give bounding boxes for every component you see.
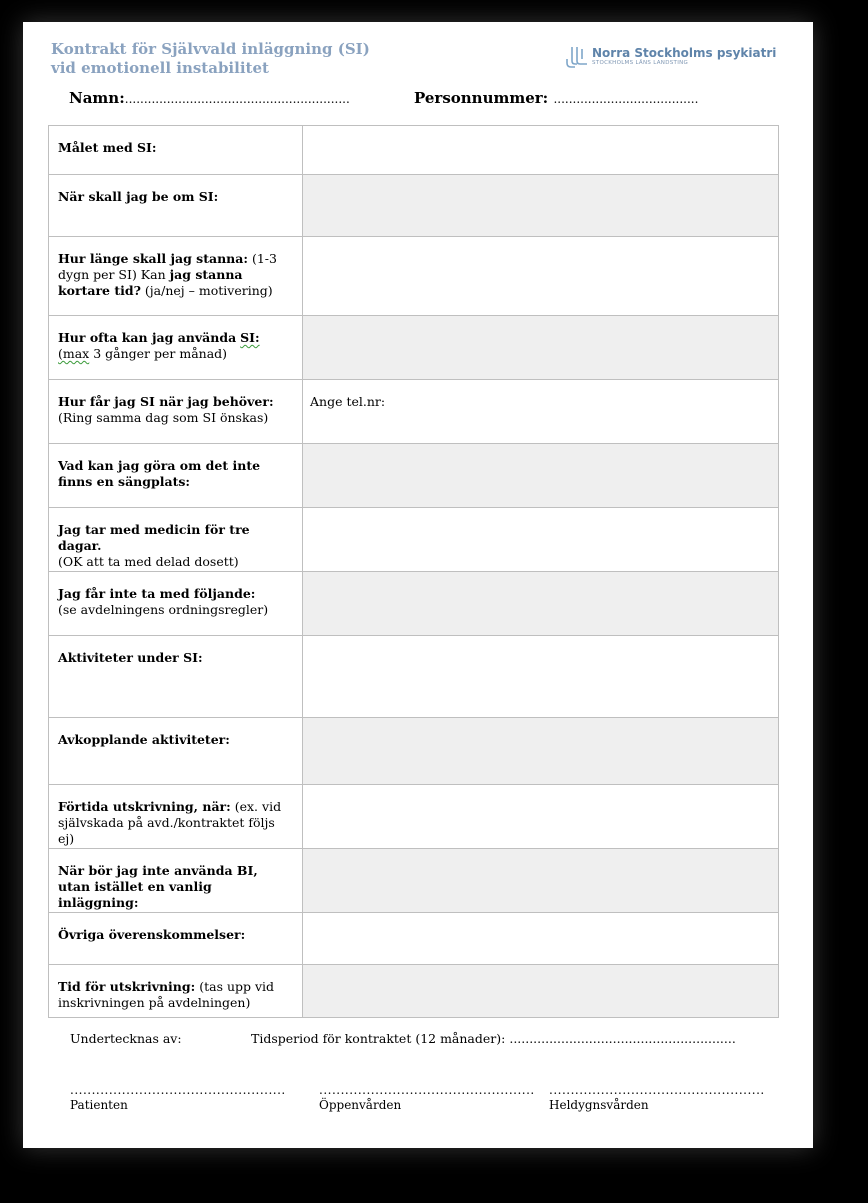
logo-name: Norra Stockholms psykiatri	[592, 46, 777, 60]
row-label: Tid för utskrivning: (tas upp vid inskrivningen på avdelningen)	[49, 965, 303, 1018]
row-label: Jag får inte ta med följande: (se avdelningens ordningsregler)	[49, 572, 303, 636]
name-field[interactable]	[69, 89, 350, 107]
goal-input-cell[interactable]	[303, 126, 779, 175]
form-row-goal	[49, 126, 779, 175]
title-line-1: Kontrakt för Självvald inläggning (SI)	[51, 40, 370, 58]
early-discharge-input-cell[interactable]	[303, 785, 779, 849]
when-ask-input-cell[interactable]	[303, 175, 779, 237]
personal-number-dots: ......................................	[553, 92, 699, 106]
row-label: Övriga överenskommelser:	[49, 913, 303, 965]
row-label: När skall jag be om SI:	[49, 175, 303, 237]
row-label: Målet med SI:	[49, 126, 303, 175]
name-dots: ...........................................................	[124, 92, 350, 106]
personal-number-label: Personnummer:	[414, 89, 549, 107]
medicine-input-cell[interactable]	[303, 508, 779, 572]
signature-outpatient[interactable]	[319, 1083, 535, 1112]
row-label: Jag tar med medicin för tre dagar. (OK att ta med delad dosett)	[49, 508, 303, 572]
phone-input-cell[interactable]	[303, 380, 779, 444]
discharge-time-input-cell[interactable]	[303, 965, 779, 1018]
signature-label: Öppenvården	[319, 1098, 402, 1112]
period-label: Tidsperiod för kontraktet (12 månader):	[251, 1031, 506, 1046]
no-bed-input-cell[interactable]	[303, 444, 779, 508]
signature-inpatient[interactable]	[549, 1083, 765, 1112]
title-line-2: vid emotionell instabilitet	[51, 59, 269, 77]
form-row-no-bed	[49, 444, 779, 508]
form-row-duration	[49, 237, 779, 316]
signature-label: Heldygnsvården	[549, 1098, 649, 1112]
form-row-other-agreements	[49, 913, 779, 965]
signature-label: Patienten	[70, 1098, 128, 1112]
form-row-not-use	[49, 849, 779, 913]
form-row-relaxing	[49, 718, 779, 785]
form-row-how-get	[49, 380, 779, 444]
row-label: Avkopplande aktiviteter:	[49, 718, 303, 785]
row-label: Hur länge skall jag stanna: (1-3 dygn per SI) Kan jag stanna kortare tid? (ja/nej – motivering)	[49, 237, 303, 316]
row-label: Förtida utskrivning, när: (ex. vid självskada på avd./kontraktet följs ej)	[49, 785, 303, 849]
not-allowed-input-cell[interactable]	[303, 572, 779, 636]
form-row-not-allowed	[49, 572, 779, 636]
period-field[interactable]	[251, 1031, 736, 1046]
contract-form-table	[48, 125, 779, 1018]
other-agreements-input-cell[interactable]	[303, 913, 779, 965]
form-row-activities	[49, 636, 779, 718]
row-label: Hur ofta kan jag använda SI: (max 3 gånger per månad)	[49, 316, 303, 380]
document-title	[51, 40, 370, 78]
row-label: När bör jag inte använda BI, utan istället en vanlig inläggning:	[49, 849, 303, 913]
row-label: Hur får jag SI när jag behöver: (Ring samma dag som SI önskas)	[49, 380, 303, 444]
signature-line: ..................................................	[70, 1083, 286, 1097]
organization-logo	[566, 46, 776, 68]
document-page	[23, 22, 813, 1148]
form-row-early-discharge	[49, 785, 779, 849]
form-row-medicine	[49, 508, 779, 572]
logo-mark-icon	[566, 46, 588, 68]
relaxing-input-cell[interactable]	[303, 718, 779, 785]
logo-subtitle: STOCKHOLMS LÄNS LANDSTING	[592, 60, 689, 66]
period-dots: .........................................................	[509, 1031, 736, 1046]
phone-prompt: Ange tel.nr:	[310, 394, 386, 409]
signature-patient[interactable]	[70, 1083, 286, 1112]
form-row-discharge-time	[49, 965, 779, 1018]
activities-input-cell[interactable]	[303, 636, 779, 718]
signature-line: ..................................................	[549, 1083, 765, 1097]
signed-by-label: Undertecknas av:	[70, 1031, 182, 1046]
frequency-input-cell[interactable]	[303, 316, 779, 380]
row-label: Vad kan jag göra om det inte finns en sängplats:	[49, 444, 303, 508]
form-row-frequency	[49, 316, 779, 380]
duration-input-cell[interactable]	[303, 237, 779, 316]
signature-line: ..................................................	[319, 1083, 535, 1097]
form-row-when-ask	[49, 175, 779, 237]
row-label: Aktiviteter under SI:	[49, 636, 303, 718]
not-use-input-cell[interactable]	[303, 849, 779, 913]
personal-number-field[interactable]	[414, 89, 698, 107]
name-label: Namn:	[69, 89, 125, 107]
